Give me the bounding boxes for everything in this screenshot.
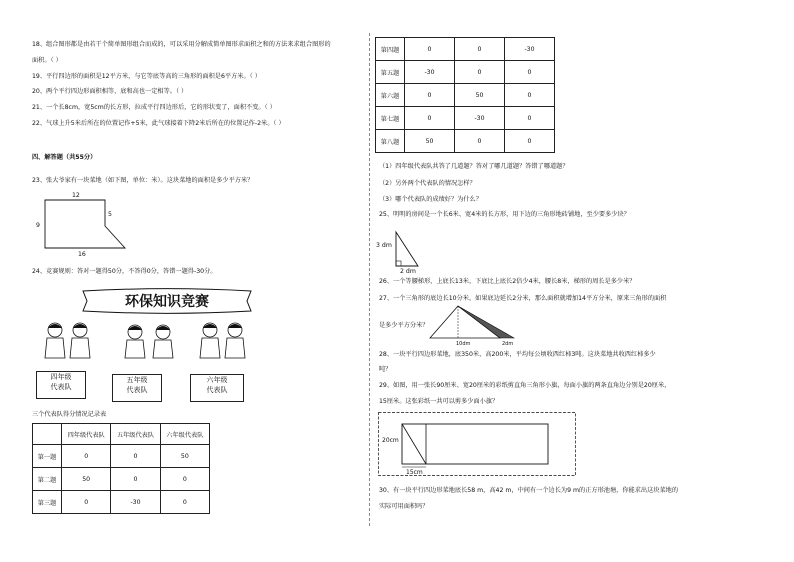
strip-width-label: 15cm [406, 469, 423, 476]
table-cell: 0 [111, 445, 160, 468]
table-row-label: 第五题 [376, 61, 405, 84]
table-cell: 0 [405, 84, 455, 107]
column-divider [369, 33, 370, 526]
q28-line2: 吨？ [379, 366, 392, 373]
q19: 19、平行四边形的面积是12平方米，与它等底等高的三角形的面积是6平方米。（ ） [32, 73, 261, 80]
table-cell: 50 [62, 468, 111, 491]
q30-line1: 30、有一块平行四边形菜地底长58 m，高42 m，中间有一个边长为9 m的正方形池塘，你能求出这块菜地的 [379, 487, 679, 494]
paper-strip [402, 424, 548, 464]
q18-line1: 18、组合图形都是由若干个简单图形组合而成的，可以采用分解成简单图形求面积之和的方法来求组合图形的 [32, 41, 331, 48]
team-grade4-line2: 代表队 [50, 383, 72, 391]
extension-label: 2dm [502, 341, 514, 347]
table-cell: 0 [455, 61, 505, 84]
dim-right: 5 [108, 211, 112, 218]
table-cell: -30 [455, 107, 505, 130]
table-cell: 0 [455, 130, 505, 153]
q25-triangle-tile [376, 230, 426, 275]
table-cell: 0 [505, 130, 555, 153]
table-cell: -30 [405, 61, 455, 84]
q24-sub3: （3）哪个代表队的成绩好？为什么？ [379, 196, 482, 203]
banner-title: 环保知识竞赛 [125, 294, 209, 310]
table-header-blank [33, 424, 62, 445]
q29-paper-strip [378, 412, 583, 478]
table-cell: 0 [111, 468, 160, 491]
q24-sub2: （2）另外两个代表队的情况怎样？ [379, 180, 476, 187]
triangle-extension [458, 306, 514, 338]
table-cell: 0 [455, 38, 505, 61]
team-grade4-line1: 四年级 [50, 373, 72, 381]
q25: 25、明明的房间是一个长6米、宽4米的长方形，用下边的三角形地砖铺地，至少要多少块？ [379, 211, 630, 218]
outer-dashed-frame [379, 413, 576, 476]
table-cell: 0 [160, 468, 209, 491]
q23: 23、张大爷家有一块菜地（如下图，单位：米）。这块菜地的面积是多少平方米？ [32, 177, 254, 184]
q24: 24、竞赛规则：答对一题得50分，不答得0分，答错一题得-30分。 [32, 268, 217, 275]
table-row-label: 第二题 [33, 468, 62, 491]
score-table-part1 [32, 423, 210, 514]
score-table-part2 [375, 37, 555, 153]
garden-outline [45, 200, 125, 248]
table-cell: 0 [505, 84, 555, 107]
table-cell: 0 [505, 107, 555, 130]
team-grade5-line1: 五年级 [126, 376, 148, 384]
q24-sub1: （1）四年级代表队共答了几道题？答对了哪几道题？答错了哪道题？ [379, 163, 569, 170]
students-illustration [35, 318, 260, 368]
q29-line2: 15厘米。这张彩纸一共可以剪多少面小旗？ [379, 398, 499, 405]
q22: 22、气球上升5米后所在的位置记作+5米，此气球接着下降2米后所在的位置记作-2米。（ ） [32, 120, 285, 127]
team-desk-grade6 [190, 374, 244, 402]
team-grade6-line1: 六年级 [206, 376, 228, 384]
table-cell: 0 [160, 491, 209, 514]
table-cell: 0 [62, 491, 111, 514]
table-cell: -30 [111, 491, 160, 514]
table-row-label: 第四题 [376, 38, 405, 61]
table-row-label: 第三题 [33, 491, 62, 514]
base-label: 10dm [456, 341, 471, 347]
q27-line2: 是多少平方分米？ [379, 322, 429, 329]
table-row-label: 第七题 [376, 107, 405, 130]
q23-garden-figure [30, 190, 140, 260]
q27-line1: 27、一个三角形的底边长10分米，如果底边延长2分米，那么面积就增加14平方分米，原来三角形的面积 [379, 295, 667, 302]
team-desk-grade5 [112, 374, 162, 402]
q18-line2: 面积。（ ） [32, 57, 62, 64]
team-grade5-line2: 代表队 [126, 386, 148, 394]
table-row-label: 第八题 [376, 130, 405, 153]
table-cell: 50 [455, 84, 505, 107]
table-caption: 三个代表队得分情况记录表 [32, 411, 107, 418]
table-cell: 50 [405, 130, 455, 153]
q28-line1: 28、一块平行四边形菜地，底350米，高200米，平均每公顷收西红柿3吨。这块菜地共收西红柿多少 [379, 351, 656, 358]
q21: 21、一个长8cm，宽5cm的长方形，拉成平行四边形后，它的形状变了，面积不变。（ ） [32, 104, 276, 111]
table-cell: 0 [405, 107, 455, 130]
competition-banner [77, 288, 257, 314]
table-row-label: 第一题 [33, 445, 62, 468]
table-cell: -30 [505, 38, 555, 61]
q30-line2: 实际可用面积吗？ [379, 503, 429, 510]
table-cell: 0 [62, 445, 111, 468]
table-cell: 0 [505, 61, 555, 84]
team-desk-grade4 [36, 371, 86, 399]
table-row-label: 第六题 [376, 84, 405, 107]
section4-heading: 四、解答题（共55分） [32, 154, 97, 161]
dim-bottom: 16 [78, 251, 86, 258]
team-grade6-line2: 代表队 [206, 386, 228, 394]
q27-triangle-figure [430, 304, 520, 346]
q26: 26、一个等腰梯形，上底长13米，下底比上底长2倍少4米，腰长8米，梯形的周长是多少米？ [379, 278, 636, 285]
q20: 20、两个平行四边形面积相等，底和高也一定相等。（ ） [32, 88, 188, 95]
table-header-grade6: 六年级代表队 [160, 424, 209, 445]
tile-height-label: 3 dm [376, 242, 392, 249]
dim-left: 9 [36, 222, 40, 229]
dim-top: 12 [72, 192, 80, 199]
table-cell: 0 [405, 38, 455, 61]
table-cell: 50 [160, 445, 209, 468]
tile-base-label: 2 dm [400, 268, 416, 275]
strip-height-label: 20cm [382, 437, 399, 444]
table-header-grade5: 五年级代表队 [111, 424, 160, 445]
q29-line1: 29、如图，用一张长90厘米、宽20厘米的彩纸剪直角三角形小旗，每面小旗的两条直角边分别是20厘米， [379, 382, 671, 389]
table-header-grade4: 四年级代表队 [62, 424, 111, 445]
